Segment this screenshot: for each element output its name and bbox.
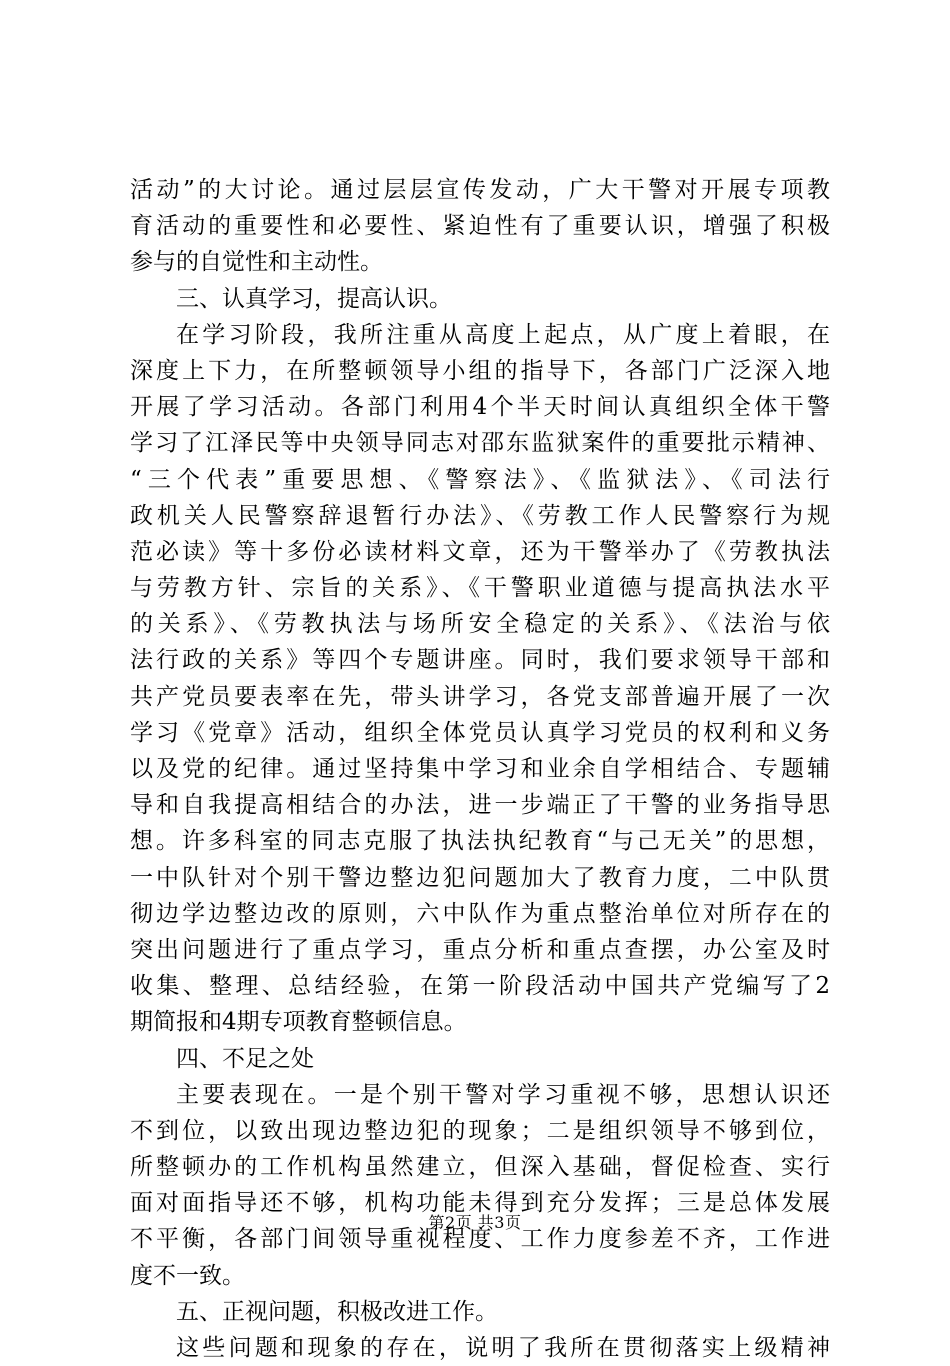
text-line: 这些问题和现象的存在，说明了我所在贯彻落实上级精神 [176, 1335, 830, 1361]
text-line: 所整顿办的工作机构虽然建立，但深入基础，督促检查、实行 [130, 1154, 830, 1181]
document-body [130, 172, 830, 1366]
text-line: 育活动的重要性和必要性、紧迫性有了重要认识，增强了积极 [130, 213, 830, 240]
text-line: 范必读》等十多份必读材料文章，还为干警举办了《劳教执法 [130, 538, 830, 565]
text-line: 活动”的大讨论。通过层层宣传发动，广大干警对开展专项教 [130, 177, 830, 203]
text-line: 导和自我提高相结合的办法，进一步端正了干警的业务指导思 [130, 792, 830, 819]
text-line: 不平衡，各部门间领导重视程度、工作力度参差不齐，工作进 [130, 1226, 830, 1253]
text-line: 参与的自觉性和主动性。 [130, 249, 383, 276]
text-line: 的关系》、《劳教执法与场所安全稳定的关系》、《法治与依 [130, 611, 830, 638]
text-line: 学习了江泽民等中央领导同志对邵东监狱案件的重要批示精神、 [130, 430, 830, 457]
text-line: 法行政的关系》等四个专题讲座。同时，我们要求领导干部和 [130, 647, 830, 674]
text-line: 收集、整理、总结经验，在第一阶段活动中国共产党编写了2 [130, 973, 830, 1000]
text-line: 面对面指导还不够，机构功能未得到充分发挥；三是总体发展 [130, 1190, 830, 1217]
text-line: 在学习阶段，我所注重从高度上起点，从广度上着眼，在 [176, 321, 830, 348]
text-line: 学习《党章》活动，组织全体党员认真学习党员的权利和义务 [130, 719, 830, 746]
text-line: 共产党员要表率在先，带头讲学习，各党支部普遍开展了一次 [130, 683, 830, 710]
text-line: 深度上下力，在所整顿领导小组的指导下，各部门广泛深入地 [130, 357, 830, 384]
text-line: 彻边学边整边改的原则，六中队作为重点整治单位对所存在的 [130, 900, 830, 927]
text-line: 三、认真学习，提高认识。 [176, 285, 452, 312]
text-line: 开展了学习活动。各部门利用4个半天时间认真组织全体干警 [130, 394, 830, 421]
page-footer: 第2页 共3页 [428, 1213, 522, 1232]
text-line: “三个代表”重要思想、《警察法》、《监狱法》、《司法行 [130, 466, 830, 493]
text-line: 主要表现在。一是个别干警对学习重视不够，思想认识还 [176, 1081, 830, 1108]
text-line: 与劳教方针、宗旨的关系》、《干警职业道德与提高执法水平 [130, 575, 830, 602]
text-line: 五、正视问题，积极改进工作。 [176, 1298, 498, 1325]
text-line: 不到位，以致出现边整边犯的现象；二是组织领导不够到位， [130, 1117, 830, 1144]
text-line: 度不一致。 [130, 1262, 245, 1289]
text-line: 想。许多科室的同志克服了执法执纪教育“与己无关”的思想， [130, 828, 830, 855]
text-line: 期简报和4期专项教育整顿信息。 [130, 1009, 467, 1036]
text-line: 以及党的纪律。通过坚持集中学习和业余自学相结合、专题辅 [130, 756, 830, 782]
text-line: 一中队针对个别干警边整边犯问题加大了教育力度，二中队贯 [130, 864, 830, 891]
text-line: 政机关人民警察辞退暂行办法》、《劳教工作人民警察行为规 [130, 502, 830, 529]
text-line: 四、不足之处 [176, 1045, 314, 1072]
text-line: 突出问题进行了重点学习，重点分析和重点查摆，办公室及时 [130, 936, 830, 963]
